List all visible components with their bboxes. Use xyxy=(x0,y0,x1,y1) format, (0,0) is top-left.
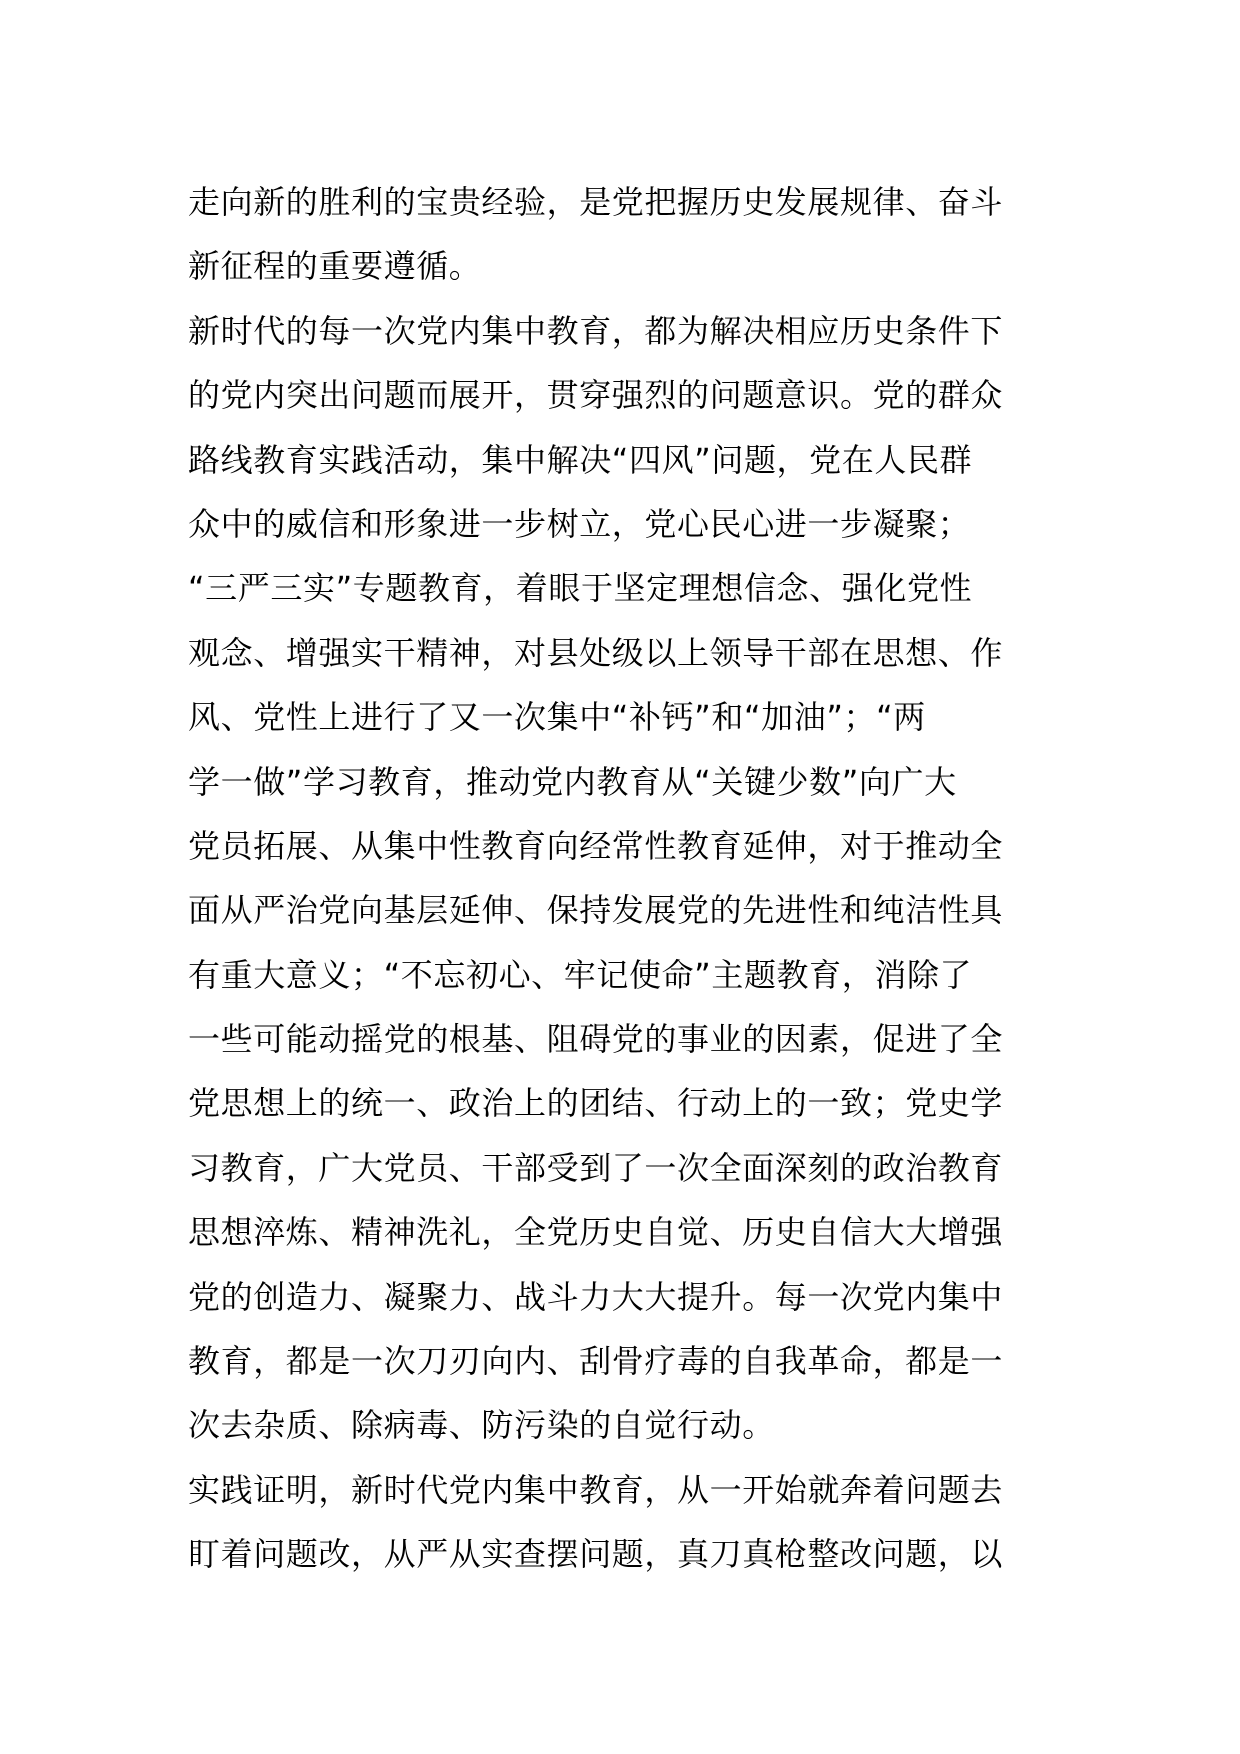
text-line: 的党内突出问题而展开，贯穿强烈的问题意识。党的群众 xyxy=(188,376,1004,415)
text-line: 党员拓展、从集中性教育向经常性教育延伸，对于推动全 xyxy=(188,826,1004,865)
text-line: 有重大意义；“不忘初心、牢记使命”主题教育，消除了 xyxy=(188,955,973,994)
text-line: 一些可能动摇党的根基、阻碍党的事业的因素，促进了全 xyxy=(188,1020,1004,1059)
text-line: “三严三实”专题教育，着眼于坚定理想信念、强化党性 xyxy=(188,569,973,608)
text-line: 次去杂质、除病毒、防污染的自觉行动。 xyxy=(188,1406,775,1445)
text-line: 党思想上的统一、政治上的团结、行动上的一致；党史学 xyxy=(188,1084,1004,1123)
text-line: 盯着问题改，从严从实查摆问题，真刀真枪整改问题，以 xyxy=(188,1535,1004,1574)
text-line: 学一做”学习教育，推动党内教育从“关键少数”向广大 xyxy=(188,762,957,801)
text-line: 党的创造力、凝聚力、战斗力大大提升。每一次党内集中 xyxy=(188,1277,1004,1316)
text-line: 思想淬炼、精神洗礼，全党历史自觉、历史自信大大增强 xyxy=(188,1213,1004,1252)
text-line: 习教育，广大党员、干部受到了一次全面深刻的政治教育 xyxy=(188,1148,1004,1187)
text-line: 实践证明，新时代党内集中教育，从一开始就奔着问题去 xyxy=(188,1470,1004,1509)
text-line: 路线教育实践活动，集中解决“四风”问题，党在人民群 xyxy=(188,440,973,479)
body-text xyxy=(188,170,1068,1587)
text-line: 教育，都是一次刀刃向内、刮骨疗毒的自我革命，都是一 xyxy=(188,1342,1004,1381)
text-line: 新时代的每一次党内集中教育，都为解决相应历史条件下 xyxy=(188,311,1004,350)
text-line: 新征程的重要遵循。 xyxy=(188,247,482,286)
text-line: 面从严治党向基层延伸、保持发展党的先进性和纯洁性具 xyxy=(188,891,1004,930)
text-line: 观念、增强实干精神，对县处级以上领导干部在思想、作 xyxy=(188,633,1004,672)
text-line: 众中的威信和形象进一步树立，党心民心进一步凝聚； xyxy=(188,504,971,543)
text-line: 走向新的胜利的宝贵经验，是党把握历史发展规律、奋斗 xyxy=(188,183,1004,221)
text-line: 风、党性上进行了又一次集中“补钙”和“加油”；“两 xyxy=(188,698,926,737)
